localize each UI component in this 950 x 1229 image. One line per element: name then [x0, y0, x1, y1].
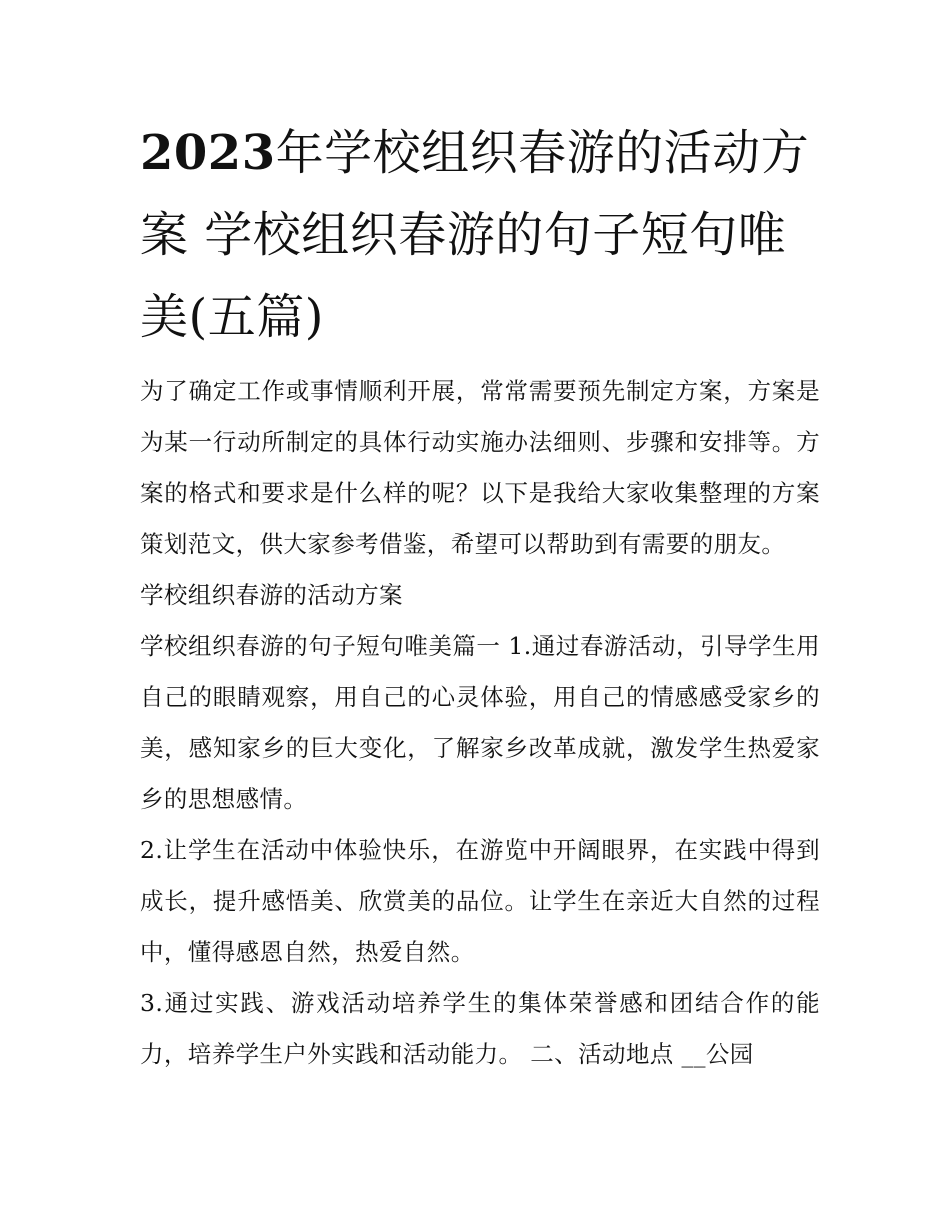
section-heading: 学校组织春游的活动方案 — [140, 581, 403, 609]
body-paragraph-3: 3.通过实践、游戏活动培养学生的集体荣誉感和团结合作的能力，培养学生户外实践和活动能力。 二、活动地点 __公园 — [140, 989, 820, 1068]
body-paragraph-1: 学校组织春游的句子短句唯美篇一 1.通过春游活动，引导学生用自己的眼睛观察，用自己的心灵体验，用自己的情感感受家乡的美，感知家乡的巨大变化，了解家乡改革成就，激发学生热爱家乡的思想感情。 — [140, 632, 820, 813]
document-page — [140, 112, 820, 1080]
document-title — [140, 112, 820, 358]
body-paragraph-2: 2.让学生在活动中体验快乐，在游览中开阔眼界，在实践中得到成长，提升感悟美、欣赏美的品位。让学生在亲近大自然的过程中，懂得感恩自然，热爱自然。 — [140, 836, 820, 966]
title-year: 2023 — [140, 125, 276, 181]
intro-paragraph: 为了确定工作或事情顺利开展，常常需要预先制定方案，方案是为某一行动所制定的具体行动实施办法细则、步骤和安排等。方案的格式和要求是什么样的呢？以下是我给大家收集整理的方案策划范文，供大家参考借鉴，希望可以帮助到有需要的朋友。 — [140, 377, 820, 558]
title-text: 年学校组织春游的活动方案 学校组织春游的句子短句唯美(五篇) — [140, 125, 810, 345]
